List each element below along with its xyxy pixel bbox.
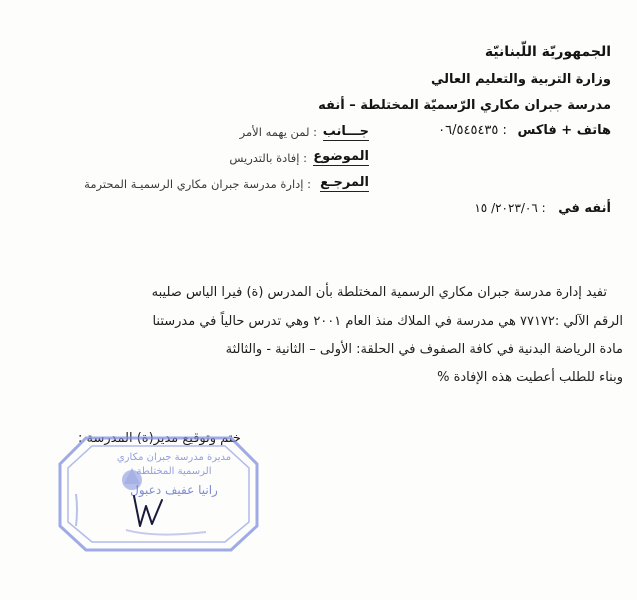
- body-line-3: مادة الرياضة البدنية في كافة الصفوف في الحلقة: الأولى – الثانية - والثالثة: [225, 342, 623, 357]
- reference-label: المرجـع: [320, 175, 369, 190]
- to-value: : لمن يهمه الأمر: [239, 125, 317, 139]
- phone-label: هاتف + فاكس: [517, 123, 611, 138]
- school-stamp: [56, 434, 261, 554]
- reference-value: : إدارة مدرسة جبران مكاري الرسميـة المحترمة: [84, 177, 311, 191]
- republic-heading: الجمهوريّة اللّبنانيّة: [484, 44, 611, 60]
- date-value: : ٢٠٢٣/٠٦/ ١٥: [474, 201, 546, 215]
- stamp-text-2: الرسمية المختلطة: [136, 466, 212, 477]
- date-line: [474, 201, 611, 216]
- stamp-mark-left: [76, 494, 77, 526]
- ministry-heading: وزارة التربية والتعليم العالي: [430, 72, 611, 87]
- to-label: جـــانب: [322, 124, 369, 139]
- body-line-2: الرقم الآلي :٧٧١٧٢ هي مدرسة في الملاك منذ العام ٢٠٠١ وهي تدرس حالياً في مدرستنا: [152, 314, 623, 329]
- subject-label: الموضوع: [313, 149, 369, 164]
- phone-number: : ٠٦/٥٤٥٤٣٥: [438, 123, 507, 138]
- subject-value: : إفادة بالتدريس: [229, 151, 307, 165]
- phone-fax-line: [438, 123, 611, 138]
- signature-caption: ختم وتوقيع مدير(ة) المدرسة :: [78, 431, 241, 446]
- stamp-name: رانيا عفيف دعبول: [130, 483, 218, 497]
- stamp-text-1: مديرة مدرسة جبران مكاري: [116, 452, 232, 463]
- body-line-1: تفيد إدارة مدرسة جبران مكاري الرسمية المختلطة بأن المدرس (ة) فيرا الياس صليبه: [151, 285, 607, 300]
- handwritten-signature: [134, 496, 162, 526]
- date-label: أنفه في: [558, 201, 611, 216]
- school-heading: مدرسة جبران مكاري الرّسميّة المختلطة – أنفه: [318, 98, 611, 113]
- stamp-mark-bottom: [126, 530, 206, 535]
- body-line-4: وبناء للطلب أعطيت هذه الإفادة %: [437, 370, 623, 385]
